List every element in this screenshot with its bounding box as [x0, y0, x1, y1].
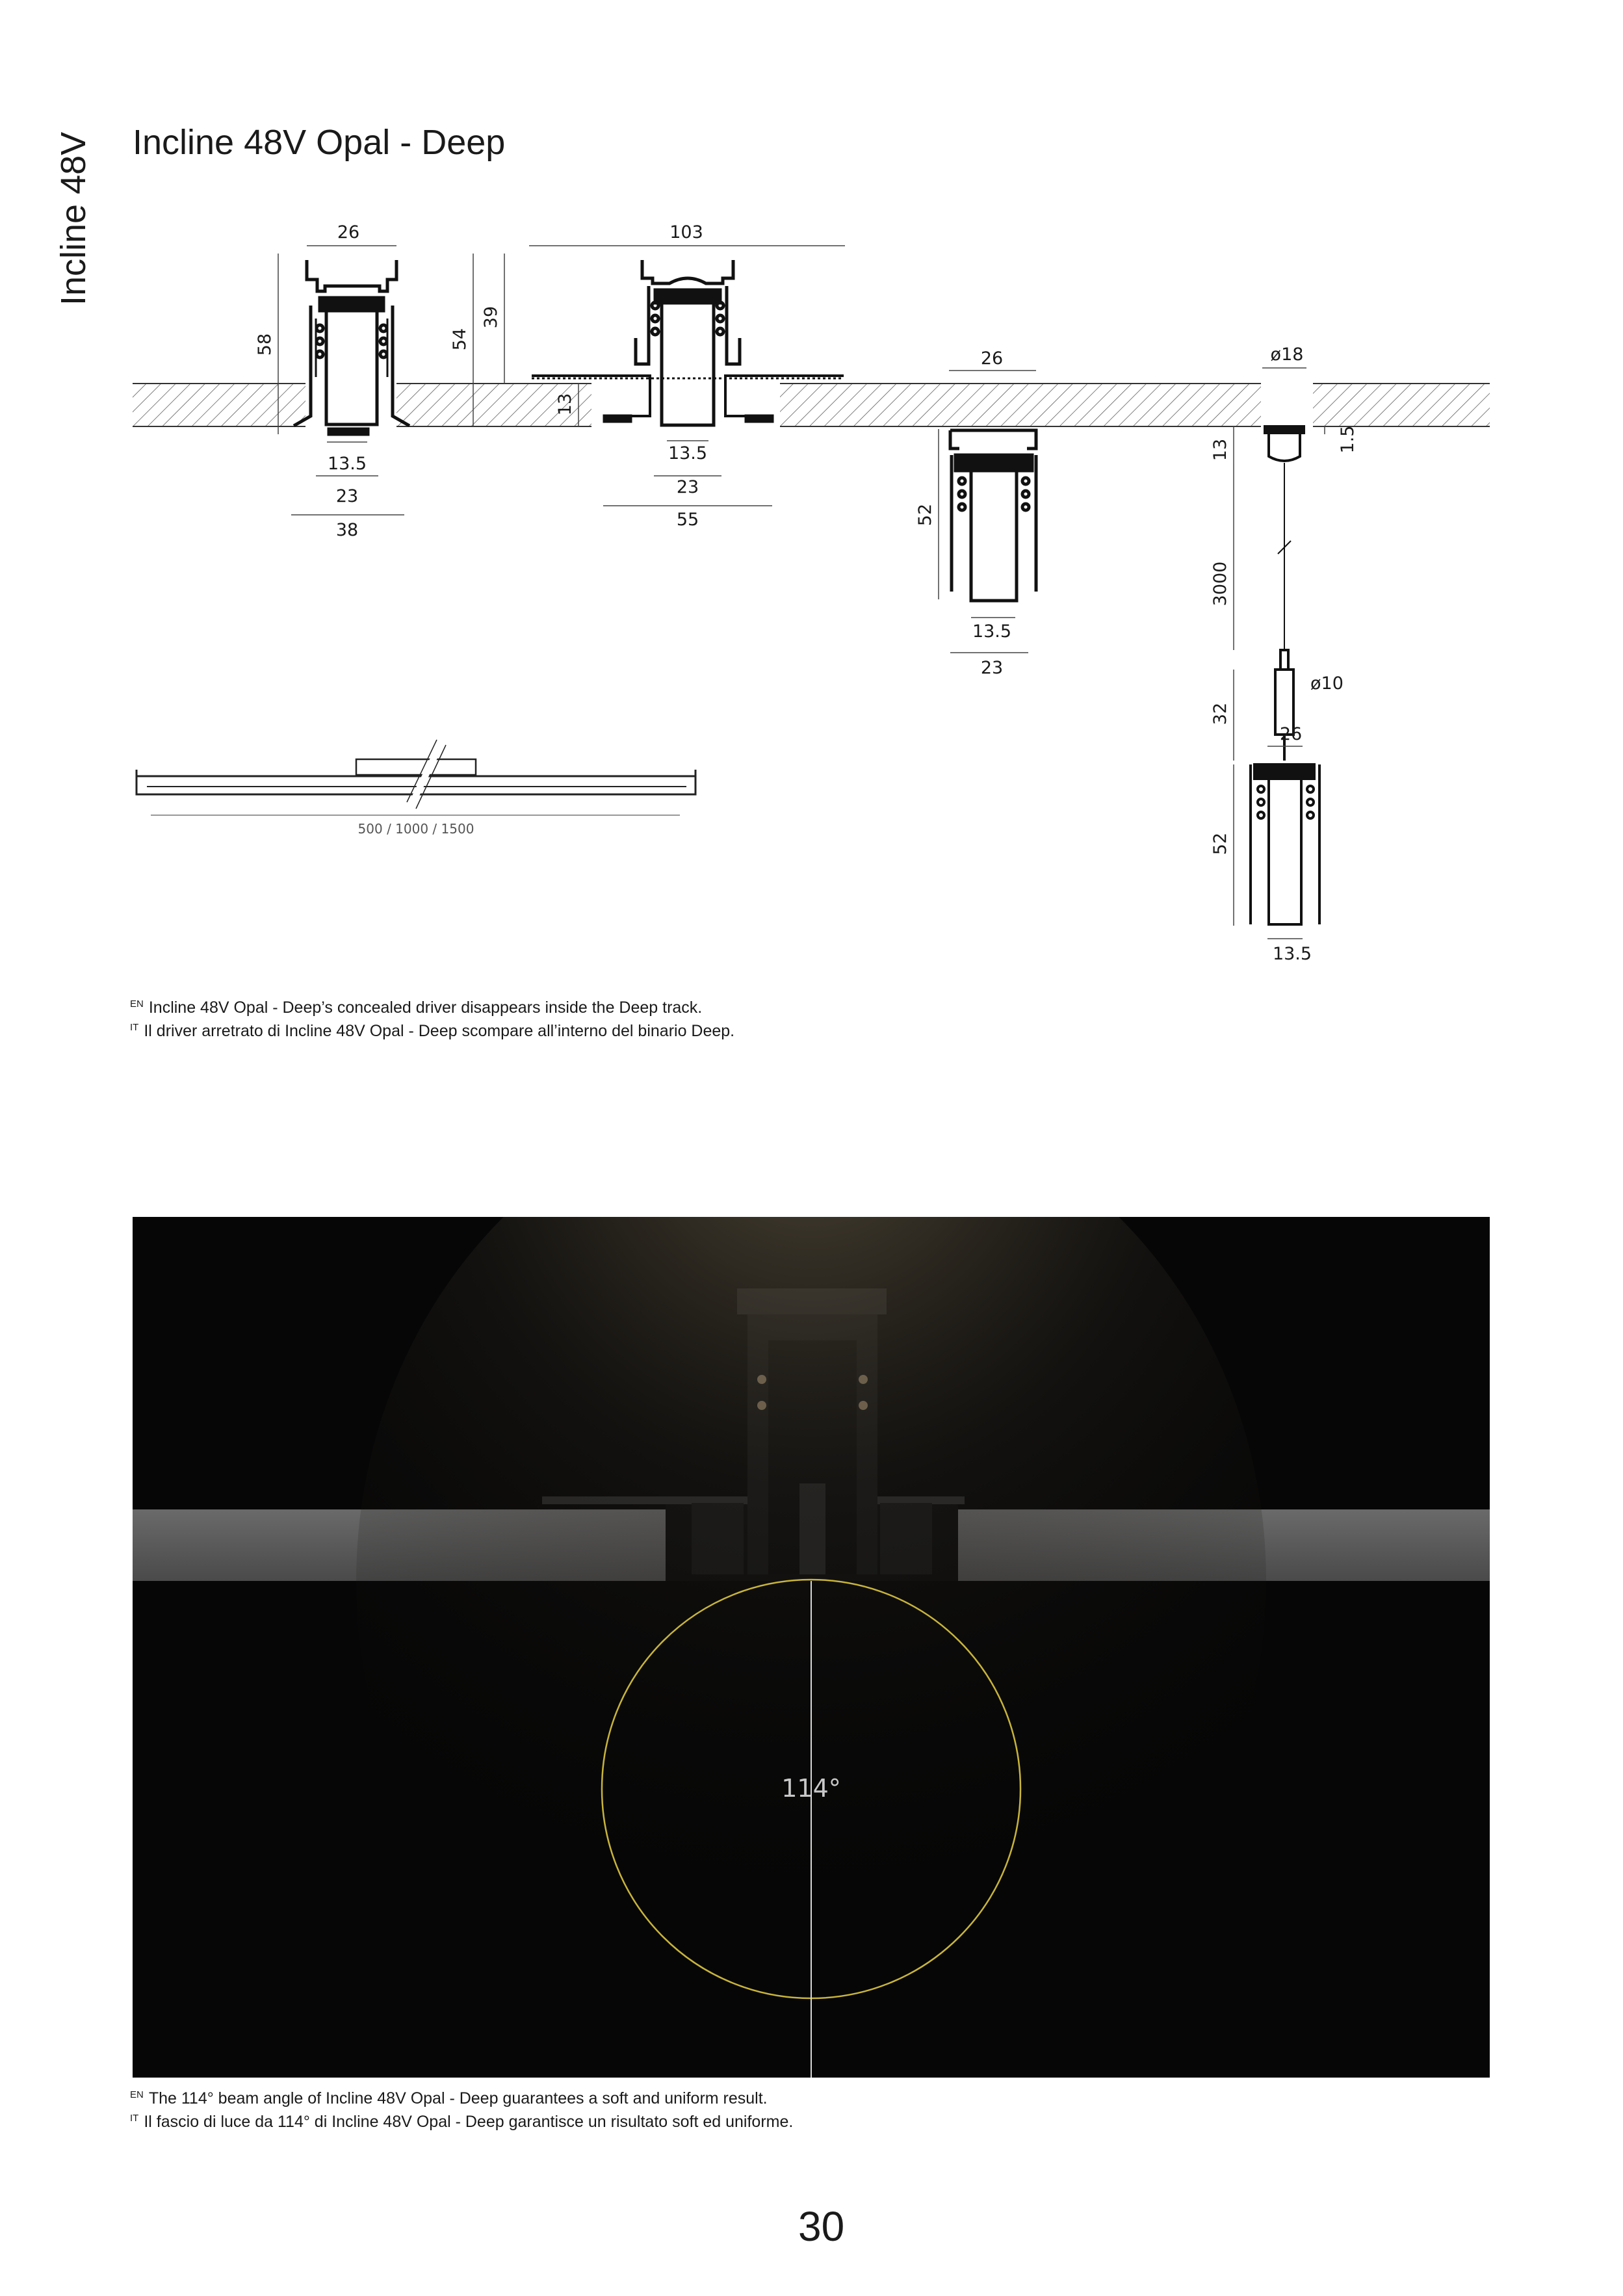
dim-pendant-canopy-thickness: 1.5: [1338, 425, 1358, 454]
dim-p2-height-outer: 54: [450, 328, 470, 351]
dim-pendant-connector-height: 32: [1210, 702, 1230, 725]
dim-p2-bottom-outer: 55: [676, 510, 699, 530]
dim-pendant-connector-diameter: ø10: [1310, 673, 1344, 694]
dim-p3-width-top: 26: [980, 348, 1004, 369]
dim-p3-bottom-inner: 13.5: [972, 621, 1012, 642]
lang-tag-it-2: IT: [130, 2113, 139, 2124]
side-section-label: Incline 48V: [54, 131, 93, 306]
pendant-profile: [1251, 426, 1319, 924]
photo-caption-en: [130, 2089, 768, 2108]
drawing-caption-en: [130, 998, 702, 1017]
technical-drawing: [0, 0, 1623, 1014]
dim-p1-bottom-inner: 13.5: [327, 454, 367, 474]
photo-caption-en-text: The 114° beam angle of Incline 48V Opal - Deep guarantees a soft and uniform result.: [148, 2089, 768, 2107]
beam-render-svg: [133, 1217, 1490, 2078]
dim-p3-bottom-mid: 23: [980, 658, 1004, 678]
dim-p2-depth: 13: [555, 393, 575, 416]
profile-surface: [950, 430, 1036, 601]
dim-lengths: 500 / 1000 / 1500: [357, 821, 474, 837]
beam-angle-label: 114°: [781, 1774, 841, 1803]
dim-p3-height: 52: [915, 503, 935, 527]
dim-pendant-bottom-inner: 13.5: [1272, 944, 1312, 964]
drawing-caption-en-text: Incline 48V Opal - Deep’s concealed driver disappears inside the Deep track.: [148, 998, 703, 1017]
beam-render-image: [133, 1217, 1490, 2078]
lang-tag-en-2: EN: [130, 2089, 144, 2100]
side-elevation: [136, 740, 695, 815]
dim-p2-bottom-inner: 13.5: [668, 443, 708, 463]
dim-pendant-height: 52: [1210, 832, 1230, 855]
photo-caption-it-text: Il fascio di luce da 114° di Incline 48V Opal - Deep garantisce un risultato soft ed uniforme.: [144, 2113, 794, 2131]
dim-pendant-canopy-height: 13: [1210, 438, 1230, 462]
dim-p1-height: 58: [255, 333, 275, 356]
dim-p2-height-inner: 39: [481, 306, 501, 329]
dim-p2-bottom-mid: 23: [676, 477, 699, 497]
drawing-caption-it-text: Il driver arretrato di Incline 48V Opal - Deep scompare all’interno del binario Deep.: [144, 1022, 735, 1040]
page-number: 30: [798, 2203, 845, 2250]
dim-p1-width-top: 26: [337, 222, 360, 242]
dim-pendant-canopy-diameter: ø18: [1270, 345, 1304, 365]
dim-pendant-width-top: 26: [1279, 724, 1303, 744]
ceiling-section: [133, 383, 1490, 427]
photo-caption-it: [130, 2113, 793, 2132]
dim-pendant-cable-length: 3000: [1210, 561, 1230, 607]
dim-p1-bottom-mid: 23: [335, 486, 359, 506]
lang-tag-en: EN: [130, 998, 144, 1010]
dim-p2-width-top: 103: [669, 222, 703, 242]
drawing-caption-it: [130, 1022, 734, 1041]
lang-tag-it: IT: [130, 1022, 139, 1033]
page-title: Incline 48V Opal - Deep: [133, 123, 506, 162]
dim-p1-bottom-outer: 38: [335, 520, 359, 540]
